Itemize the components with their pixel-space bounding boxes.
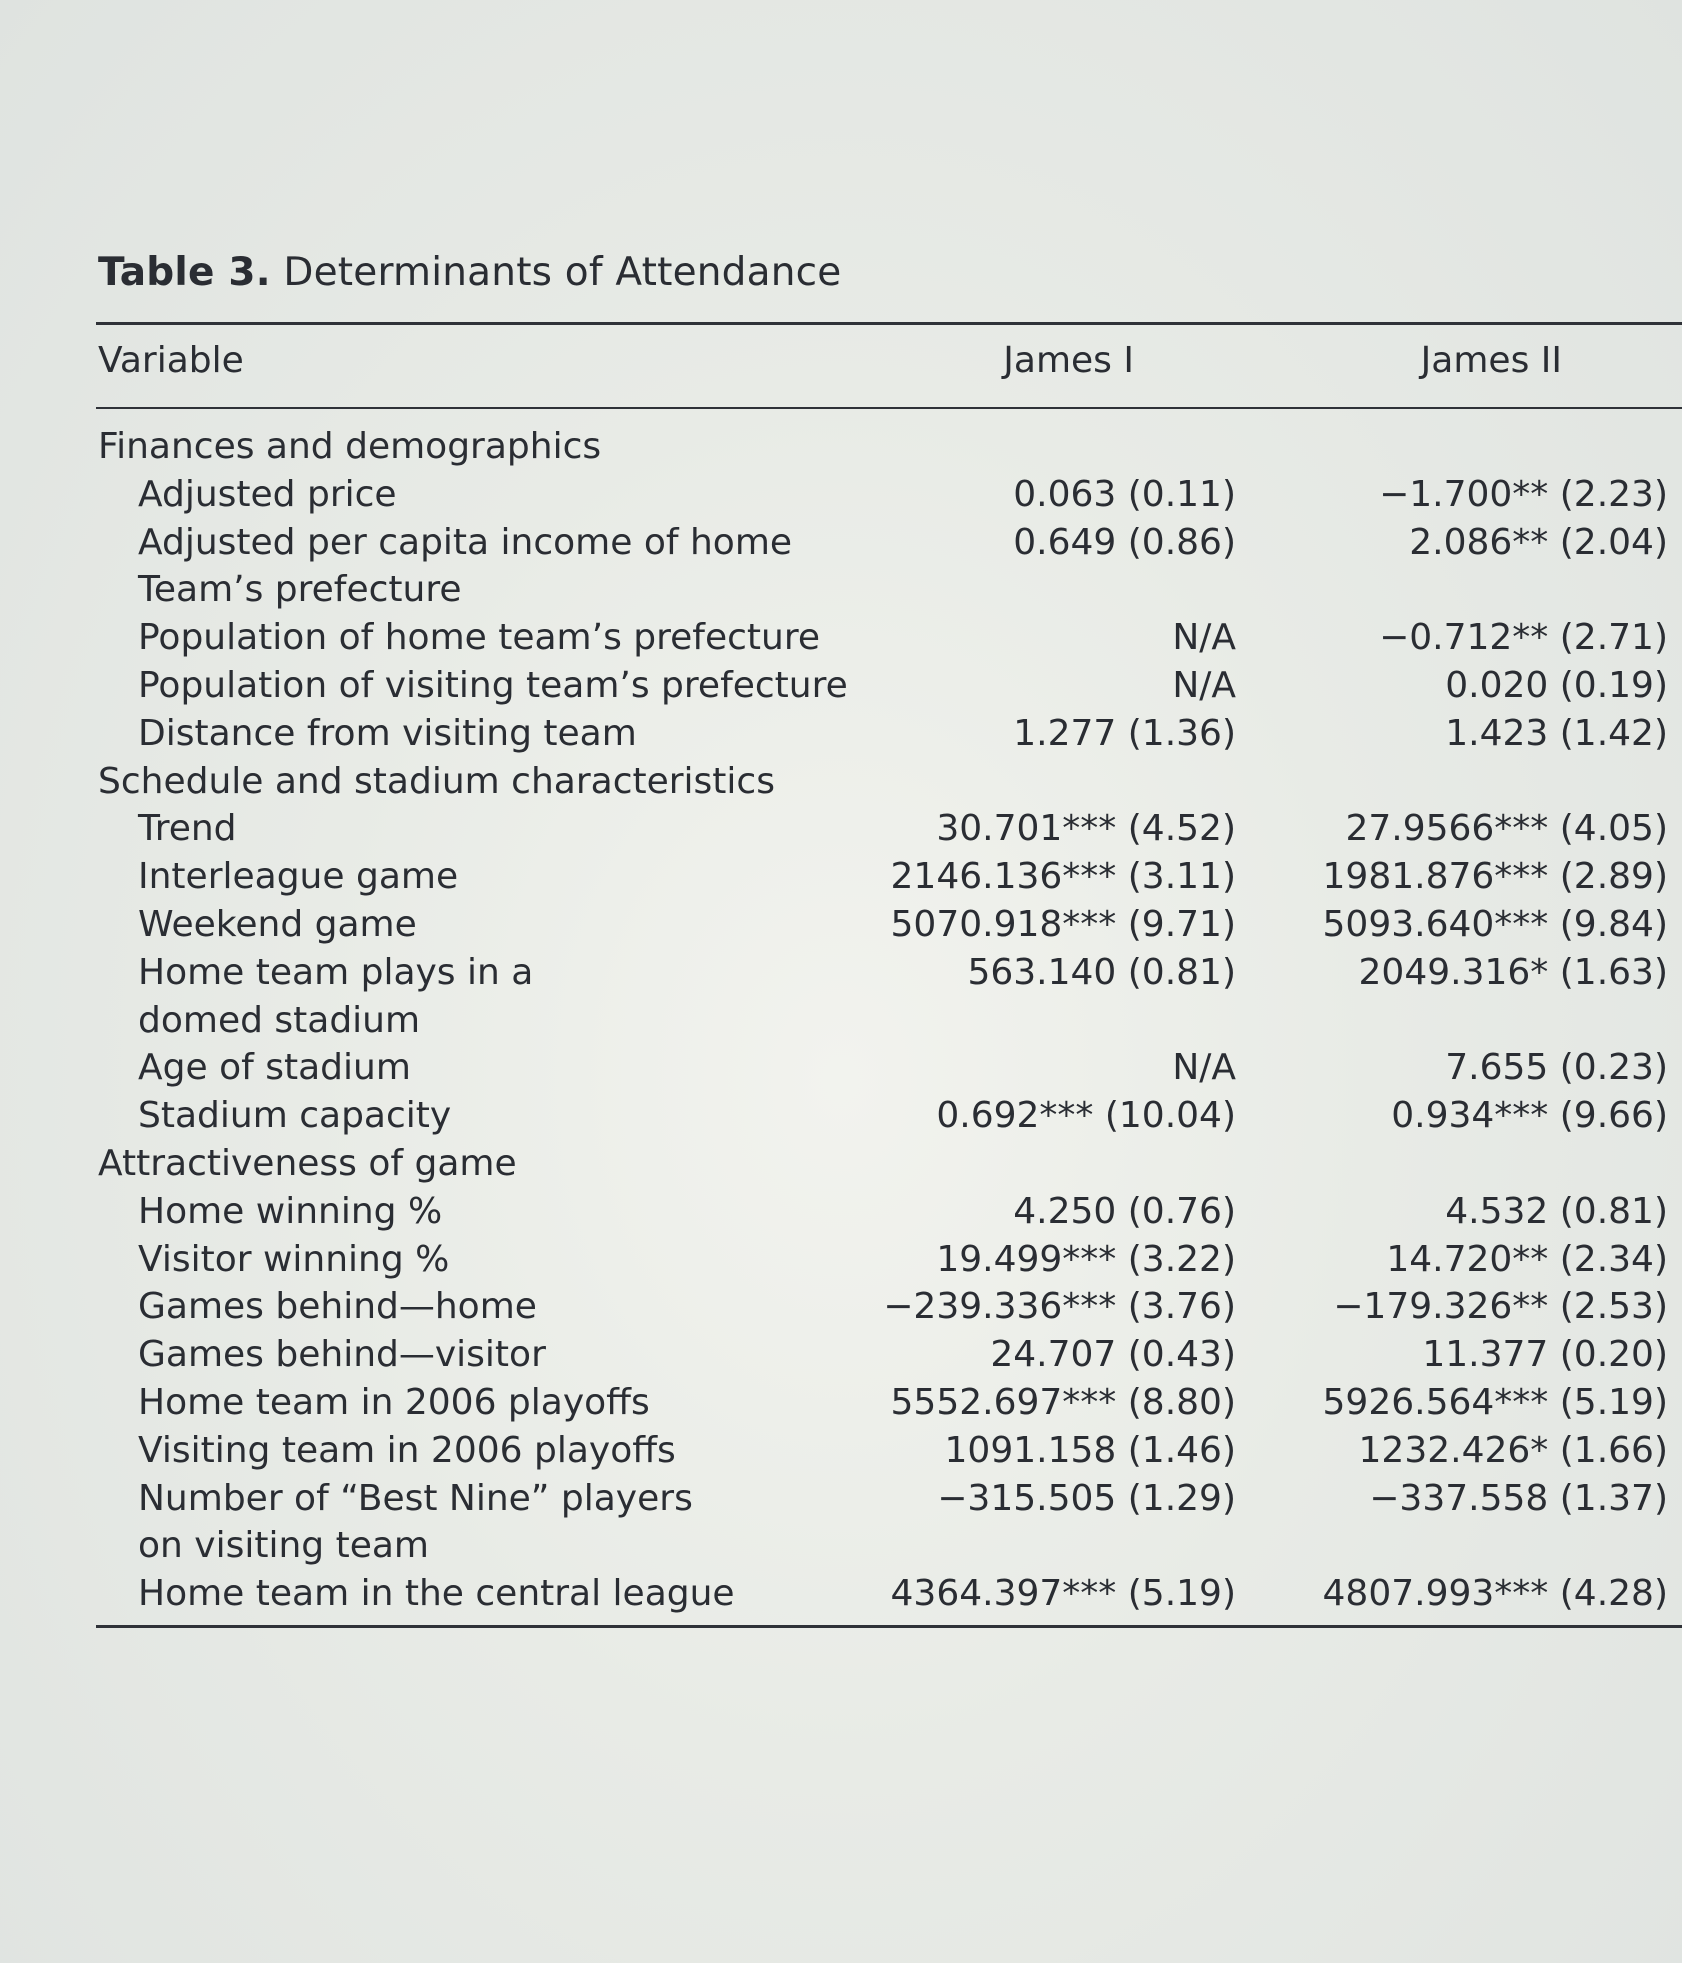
james-1-value: 0.692*** (10.04) [936, 1095, 1236, 1137]
variable-label: Interleague game [138, 856, 459, 898]
header-james-2: James II [1420, 340, 1562, 381]
variable-label: Team’s prefecture [138, 569, 462, 611]
james-1-value: −239.336*** (3.76) [883, 1286, 1236, 1328]
james-1-value: 4364.397*** (5.19) [890, 1573, 1236, 1615]
james-1-value: 5070.918*** (9.71) [890, 903, 1236, 945]
table-row [0, 1475, 1682, 1523]
variable-label: Home team plays in a [138, 951, 534, 993]
table-row [0, 471, 1682, 519]
table-row [0, 1283, 1682, 1331]
james-1-value: 2146.136*** (3.11) [890, 856, 1236, 898]
variable-label: on visiting team [138, 1525, 429, 1567]
header-variable: Variable [98, 340, 244, 381]
variable-label: Home winning % [138, 1190, 443, 1232]
table-title [98, 250, 842, 295]
table-section-row [0, 423, 1682, 471]
table-row [0, 1188, 1682, 1236]
table-row [0, 519, 1682, 567]
james-1-value: 563.140 (0.81) [967, 951, 1236, 993]
james-2-value: −0.712** (2.71) [1379, 617, 1668, 659]
variable-label: Home team in the central league [138, 1573, 735, 1615]
james-1-value: N/A [1172, 664, 1236, 706]
james-2-value: 7.655 (0.23) [1445, 1047, 1668, 1089]
table-row [0, 901, 1682, 949]
james-2-value: −179.326** (2.53) [1333, 1286, 1668, 1328]
table-row [0, 1522, 1682, 1570]
james-1-value: −315.505 (1.29) [937, 1477, 1236, 1519]
table-row [0, 710, 1682, 758]
james-2-value: 2049.316* (1.63) [1358, 951, 1668, 993]
james-2-value: 2.086** (2.04) [1409, 521, 1668, 563]
james-1-value: 24.707 (0.43) [990, 1334, 1236, 1376]
james-2-value: 4807.993*** (4.28) [1322, 1573, 1668, 1615]
james-1-value: 0.649 (0.86) [1013, 521, 1236, 563]
table-section-row [0, 1140, 1682, 1188]
variable-label: Schedule and stadium characteristics [98, 760, 775, 802]
james-2-value: −1.700** (2.23) [1379, 473, 1668, 515]
bottom-rule [96, 1625, 1682, 1628]
james-2-value: 0.934*** (9.66) [1391, 1095, 1668, 1137]
james-1-value: 5552.697*** (8.80) [890, 1381, 1236, 1423]
table-section-row [0, 758, 1682, 806]
james-1-value: 1091.158 (1.46) [944, 1429, 1236, 1471]
table-row [0, 1379, 1682, 1427]
james-1-value: N/A [1172, 1047, 1236, 1089]
table-body [0, 423, 1682, 1618]
variable-label: Adjusted price [138, 473, 397, 515]
variable-label: Distance from visiting team [138, 712, 637, 754]
variable-label: Games behind—visitor [138, 1334, 546, 1376]
variable-label: Number of “Best Nine” players [138, 1477, 693, 1519]
variable-label: Games behind—home [138, 1286, 537, 1328]
james-2-value: −337.558 (1.37) [1369, 1477, 1668, 1519]
table-row [0, 1570, 1682, 1618]
variable-label: Stadium capacity [138, 1095, 452, 1137]
variable-label: Trend [138, 808, 237, 850]
header-rule [96, 407, 1682, 409]
variable-label: Visitor winning % [138, 1238, 450, 1280]
table-row [0, 662, 1682, 710]
variable-label: Population of home team’s prefecture [138, 617, 820, 659]
variable-label: Adjusted per capita income of home [138, 521, 793, 563]
variable-label: domed stadium [138, 999, 421, 1041]
table-row [0, 1044, 1682, 1092]
james-2-value: 5926.564*** (5.19) [1322, 1381, 1668, 1423]
top-rule [96, 322, 1682, 325]
table-row [0, 566, 1682, 614]
james-2-value: 14.720** (2.34) [1386, 1238, 1668, 1280]
variable-label: Weekend game [138, 903, 417, 945]
header-james-1: James I [1003, 340, 1134, 381]
james-2-value: 5093.640*** (9.84) [1322, 903, 1668, 945]
table-row [0, 805, 1682, 853]
variable-label: Population of visiting team’s prefecture [138, 664, 848, 706]
james-2-value: 4.532 (0.81) [1445, 1190, 1668, 1232]
table-row [0, 997, 1682, 1045]
james-2-value: 1.423 (1.42) [1445, 712, 1668, 754]
james-2-value: 1981.876*** (2.89) [1322, 856, 1668, 898]
james-2-value: 1232.426* (1.66) [1358, 1429, 1668, 1471]
james-1-value: 0.063 (0.11) [1013, 473, 1236, 515]
table-row [0, 1331, 1682, 1379]
james-2-value: 0.020 (0.19) [1445, 664, 1668, 706]
variable-label: Home team in 2006 playoffs [138, 1381, 650, 1423]
james-1-value: 1.277 (1.36) [1013, 712, 1236, 754]
variable-label: Attractiveness of game [98, 1142, 517, 1184]
james-2-value: 27.9566*** (4.05) [1345, 808, 1668, 850]
james-1-value: 30.701*** (4.52) [936, 808, 1236, 850]
variable-label: Visiting team in 2006 playoffs [138, 1429, 676, 1471]
table-row [0, 949, 1682, 997]
table-row [0, 614, 1682, 662]
james-1-value: N/A [1172, 617, 1236, 659]
james-1-value: 19.499*** (3.22) [936, 1238, 1236, 1280]
table-caption: Determinants of Attendance [283, 250, 842, 295]
table-row [0, 1236, 1682, 1284]
variable-label: Age of stadium [138, 1047, 411, 1089]
table-row [0, 853, 1682, 901]
table-row [0, 1092, 1682, 1140]
variable-label: Finances and demographics [98, 426, 602, 467]
table-number: Table 3. [98, 250, 271, 295]
james-1-value: 4.250 (0.76) [1013, 1190, 1236, 1232]
table-row [0, 1427, 1682, 1475]
james-2-value: 11.377 (0.20) [1422, 1334, 1668, 1376]
